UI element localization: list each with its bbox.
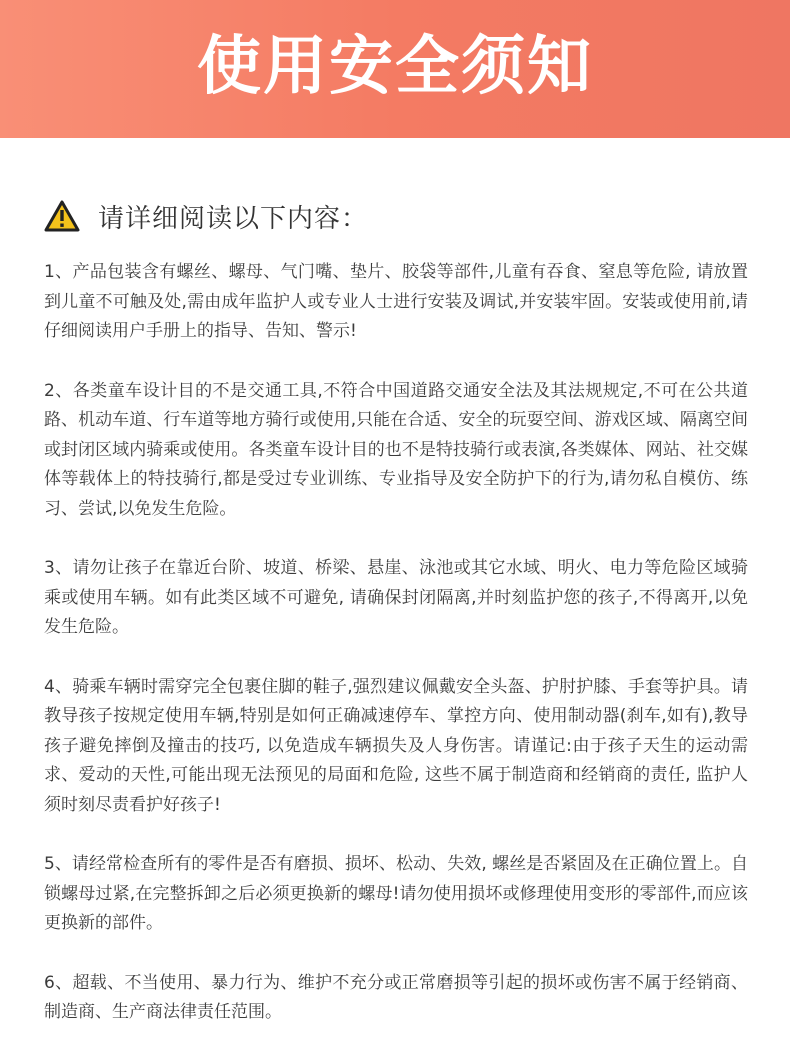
page-title: 使用安全须知 xyxy=(197,30,593,104)
safety-item-6: 6、超载、不当使用、暴力行为、维护不充分或正常磨损等引起的损坏或伤害不属于经销商、制造商、生产商法律责任范围。 xyxy=(44,972,748,1022)
safety-item-4: 4、骑乘车辆时需穿完全包裹住脚的鞋子,强烈建议佩戴安全头盔、护肘护膝、手套等护具。请教导孩子按规定使用车辆,特别是如何正确减速停车、掌控方向、使用制动器(刹车,如有),教导孩子避免摔倒及撞击的技巧, 以免造成车辆损失及人身伤害。请谨记:由于孩子天生的运动需求、爱动的天性,可能出现无法预见的局面和危险, 这些不属于制造商和经销商的责任, 监护人须时刻尽责看护好孩子! xyxy=(44,676,748,815)
safety-item-2: 2、各类童车设计目的不是交通工具,不符合中国道路交通安全法及其法规规定,不可在公共道路、机动车道、行车道等地方骑行或使用,只能在合适、安全的玩耍空间、游戏区域、隔离空间或封闭区域内骑乘或使用。各类童车设计目的也不是特技骑行或表演,各类媒体、网站、社交媒体等载体上的特技骑行,都是受过专业训练、专业指导及安全防护下的行为,请勿私自模仿、练习、尝试,以免发生危险。 xyxy=(44,380,748,519)
safety-item-1: 1、产品包装含有螺丝、螺母、气门嘴、垫片、胶袋等部件,儿童有吞食、窒息等危险, 请放置到儿童不可触及处,需由成年监护人或专业人士进行安装及调试,并安装牢固。安装或使用前,请仔细阅读用户手册上的指导、告知、警示! xyxy=(44,262,748,341)
warning-triangle-icon xyxy=(44,200,80,232)
notice-heading: 请详细阅读以下内容： xyxy=(98,203,369,234)
safety-items-list xyxy=(44,258,748,1058)
read-notice xyxy=(44,196,368,236)
safety-item-3: 3、请勿让孩子在靠近台阶、坡道、桥梁、悬崖、泳池或其它水域、明火、电力等危险区域骑乘或使用车辆。如有此类区域不可避免, 请确保封闭隔离,并时刻监护您的孩子,不得离开,以免发生危险。 xyxy=(44,558,748,637)
safety-item-5: 5、请经常检查所有的零件是否有磨损、损坏、松动、失效, 螺丝是否紧固及在正确位置上。自锁螺母过紧,在完整拆卸之后必须更换新的螺母!请勿使用损坏或修理使用变形的零部件,而应该更换新的部件。 xyxy=(44,854,748,933)
header-banner xyxy=(0,0,790,138)
